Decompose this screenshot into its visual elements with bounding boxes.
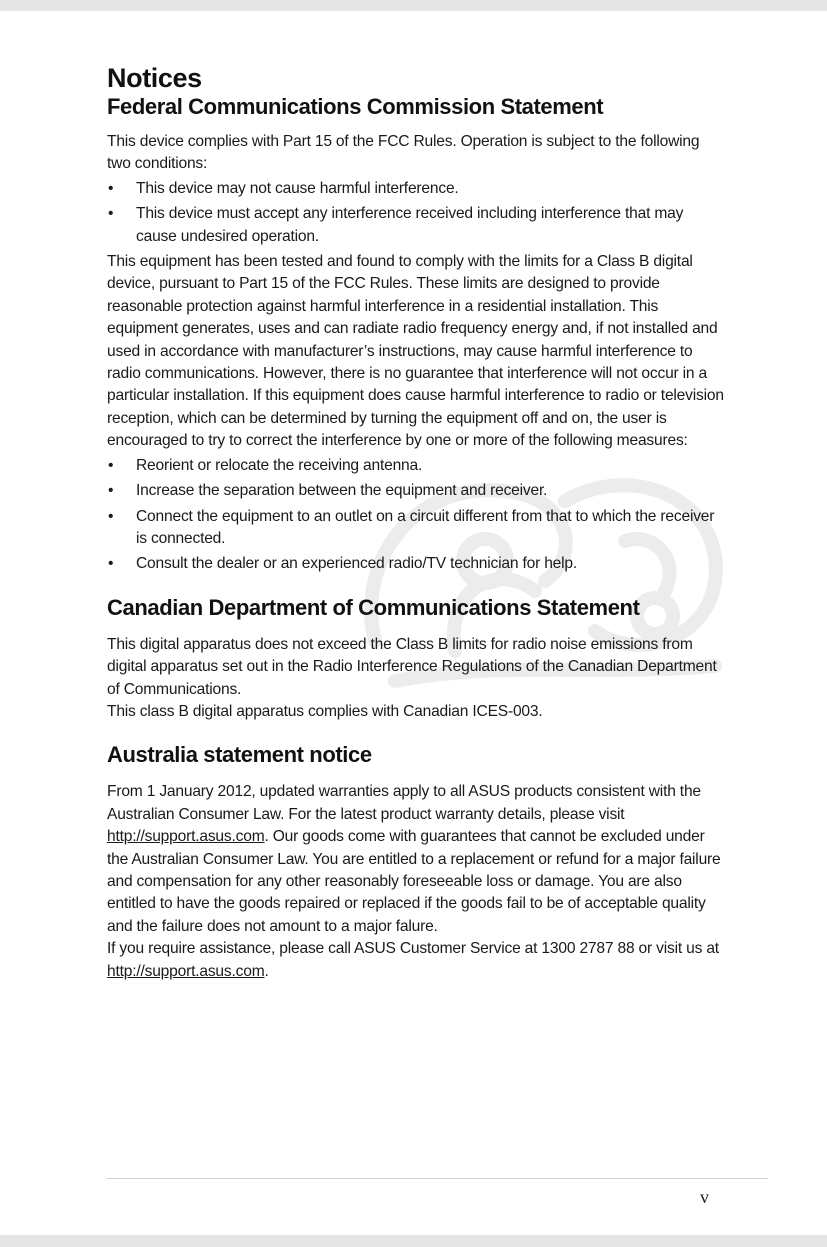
list-item-text: This device may not cause harmful interference. — [136, 179, 459, 197]
canada-paragraph-1: This digital apparatus does not exceed the Class B limits for radio noise emissions from digital apparatus set out in the Radio Interference Regulations of the Canadian Department of Communications. — [107, 635, 717, 698]
list-item-text: Increase the separation between the equipment and receiver. — [136, 482, 548, 500]
canada-heading: Canadian Department of Communications Statement — [107, 594, 640, 620]
bullet: • — [108, 507, 114, 525]
notices-content — [107, 63, 727, 983]
support-link-2[interactable]: http://support.asus.com — [107, 962, 265, 980]
fcc-heading: Federal Communications Commission Statement — [107, 94, 604, 119]
page-title: Notices — [107, 63, 202, 93]
list-item — [107, 553, 727, 575]
page-number: v — [700, 1187, 709, 1207]
bullet: • — [108, 482, 114, 500]
australia-heading: Australia statement notice — [107, 742, 372, 768]
australia-text: . — [264, 962, 269, 980]
bullet: • — [108, 456, 114, 474]
support-link[interactable]: http://support.asus.com — [107, 828, 265, 846]
fcc-measures-list — [107, 455, 727, 576]
australia-text: From 1 January 2012, updated warranties apply to all ASUS products consistent with the Australian Consumer Law. For the latest product warranty details, please visit — [107, 783, 701, 823]
bullet: • — [108, 555, 114, 573]
list-item-text: Connect the equipment to an outlet on a circuit different from that to which the receiver is connected. — [136, 507, 715, 547]
list-item-text: This device must accept any interference received including interference that may cause undesired operation. — [136, 205, 684, 245]
fcc-conditions-list — [107, 178, 727, 248]
australia-text: . Our goods come with guarantees that cannot be excluded under the Australian Consumer Law. You are entitled to a replacement or refund for a major failure and compensation for any other reasonably foreseeable loss or damage. You are also entitled to have the goods repaired or replaced if the goods fail to be of acceptable quality and the failure does not amount to a major falure. — [107, 828, 721, 935]
list-item — [107, 203, 727, 248]
australia-text: If you require assistance, please call ASUS Customer Service at 1300 2787 88 or visit us at — [107, 940, 719, 958]
list-item — [107, 178, 727, 200]
bullet: • — [108, 205, 114, 223]
list-item — [107, 506, 727, 551]
fcc-body: This equipment has been tested and found to comply with the limits for a Class B digital device, pursuant to Part 15 of the FCC Rules. These limits are designed to provide reasonable protection against harmful interference in a residential installation. This equipment generates, uses and can radiate radio frequency energy and, if not installed and used in accordance with manufacturer’s instructions, may cause harmful interference to radio communications. However, there is no guarantee that interference will not occur in a particular installation. If this equipment does cause harmful interference to radio or television reception, which can be determined by turning the equipment off and on, the user is encouraged to try to correct the interference by one or more of the following measures: — [107, 253, 724, 450]
footer-divider — [107, 1178, 768, 1179]
document-page — [0, 11, 827, 1235]
list-item — [107, 455, 727, 477]
canada-paragraph-2: This class B digital apparatus complies with Canadian ICES-003. — [107, 702, 543, 720]
list-item-text: Consult the dealer or an experienced radio/TV technician for help. — [136, 555, 578, 573]
australia-paragraph-2 — [107, 938, 727, 983]
list-item — [107, 480, 727, 502]
list-item-text: Reorient or relocate the receiving antenna. — [136, 456, 423, 474]
australia-paragraph-1 — [107, 781, 727, 938]
fcc-intro: This device complies with Part 15 of the FCC Rules. Operation is subject to the following two conditions: — [107, 133, 700, 173]
bullet: • — [108, 179, 114, 197]
